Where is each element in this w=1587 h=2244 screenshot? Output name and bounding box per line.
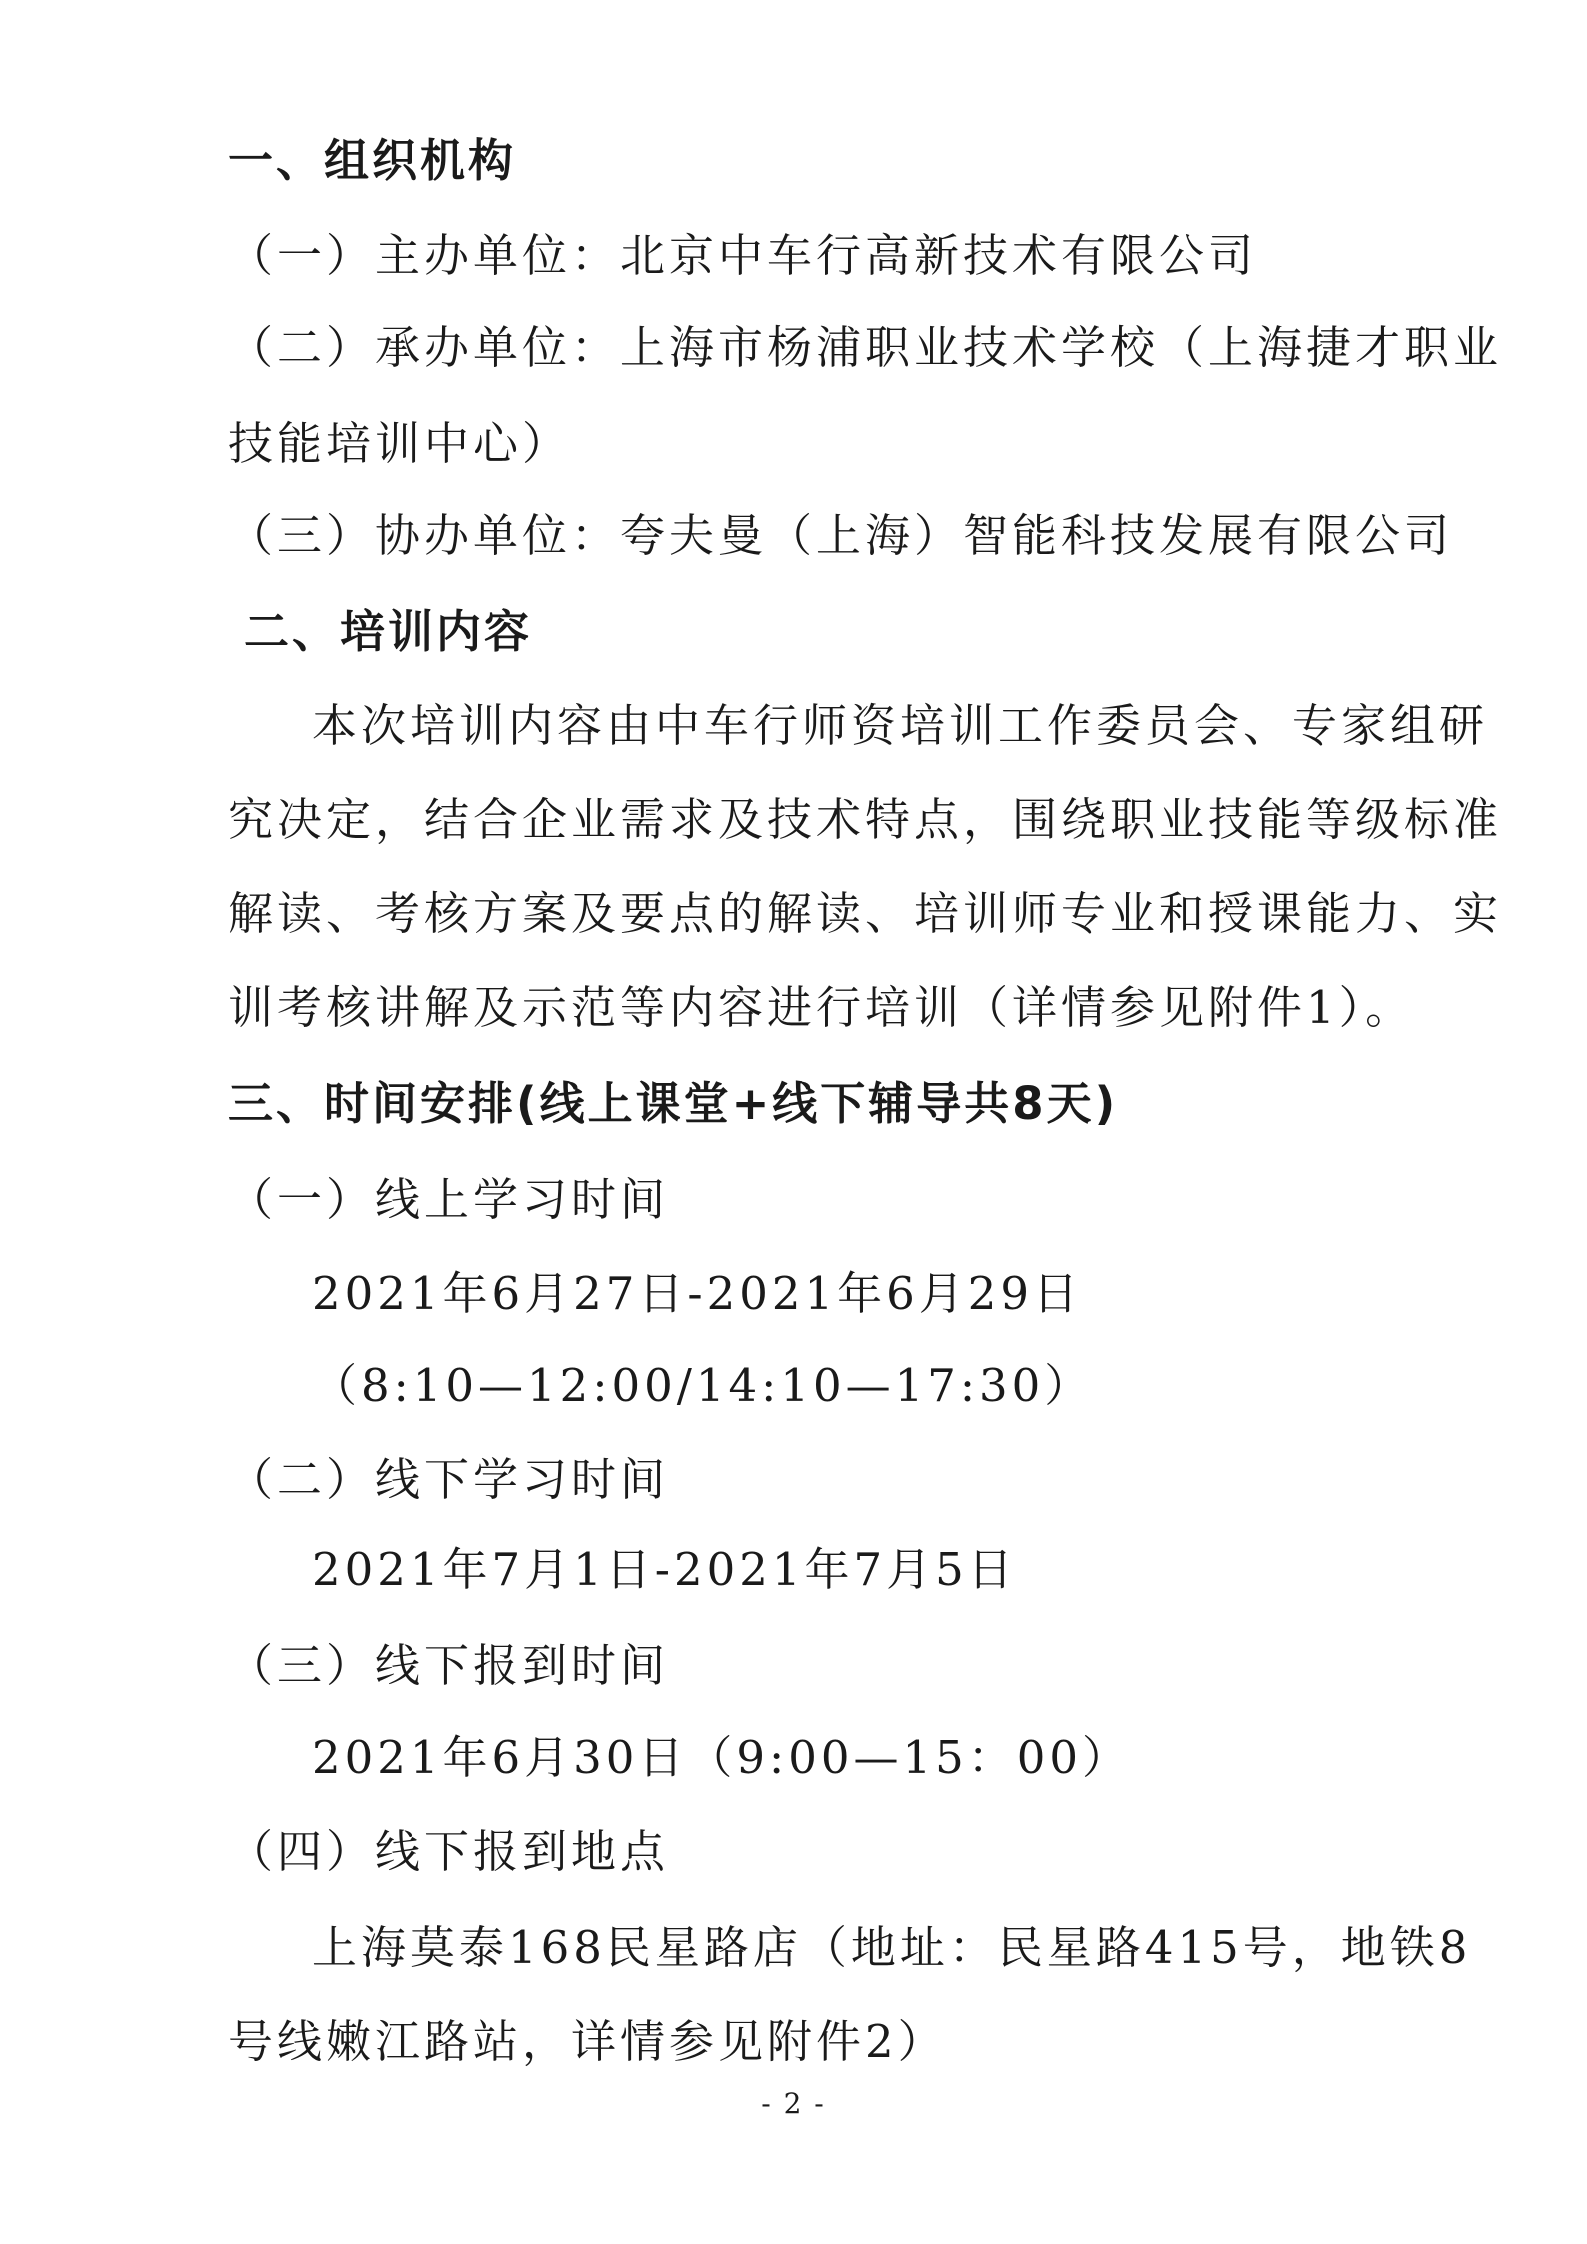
section-heading-training-content: 二、培训内容	[244, 605, 533, 658]
online-study-dates: 2021年6月27日-2021年6月29日	[312, 1267, 1083, 1320]
section-heading-schedule: 三、时间安排(线上课堂+线下辅导共8天)	[228, 1077, 1119, 1130]
online-study-times: （8:10—12:00/14:10—17:30）	[312, 1359, 1094, 1412]
registration-location-line-2: 号线嫩江路站，详情参见附件2）	[228, 2015, 947, 2068]
organizer-line: （一）主办单位：北京中车行高新技术有限公司	[228, 229, 1258, 282]
content-paragraph-line-4: 训考核讲解及示范等内容进行培训（详情参见附件1）。	[228, 981, 1415, 1034]
co-organizer-line: （三）协办单位：夸夫曼（上海）智能科技发展有限公司	[228, 509, 1454, 562]
offline-study-dates: 2021年7月1日-2021年7月5日	[312, 1543, 1017, 1596]
online-study-heading: （一）线上学习时间	[228, 1173, 670, 1226]
undertaker-line-1: （二）承办单位：上海市杨浦职业技术学校（上海捷才职业	[228, 321, 1503, 374]
content-paragraph-line-3: 解读、考核方案及要点的解读、培训师专业和授课能力、实	[228, 887, 1503, 940]
registration-time-heading: （三）线下报到时间	[228, 1639, 670, 1692]
registration-time-value: 2021年6月30日（9:00—15：00）	[312, 1731, 1131, 1784]
content-paragraph-line-1: 本次培训内容由中车行师资培训工作委员会、专家组研	[312, 699, 1489, 752]
offline-study-heading: （二）线下学习时间	[228, 1453, 670, 1506]
registration-location-heading: （四）线下报到地点	[228, 1825, 670, 1878]
page-number: - 2 -	[761, 2087, 826, 2120]
section-heading-organization: 一、组织机构	[228, 134, 517, 187]
registration-location-line-1: 上海莫泰168民星路店（地址：民星路415号，地铁8	[312, 1921, 1472, 1974]
content-paragraph-line-2: 究决定，结合企业需求及技术特点，围绕职业技能等级标准	[228, 793, 1503, 846]
undertaker-line-2: 技能培训中心）	[228, 417, 572, 470]
